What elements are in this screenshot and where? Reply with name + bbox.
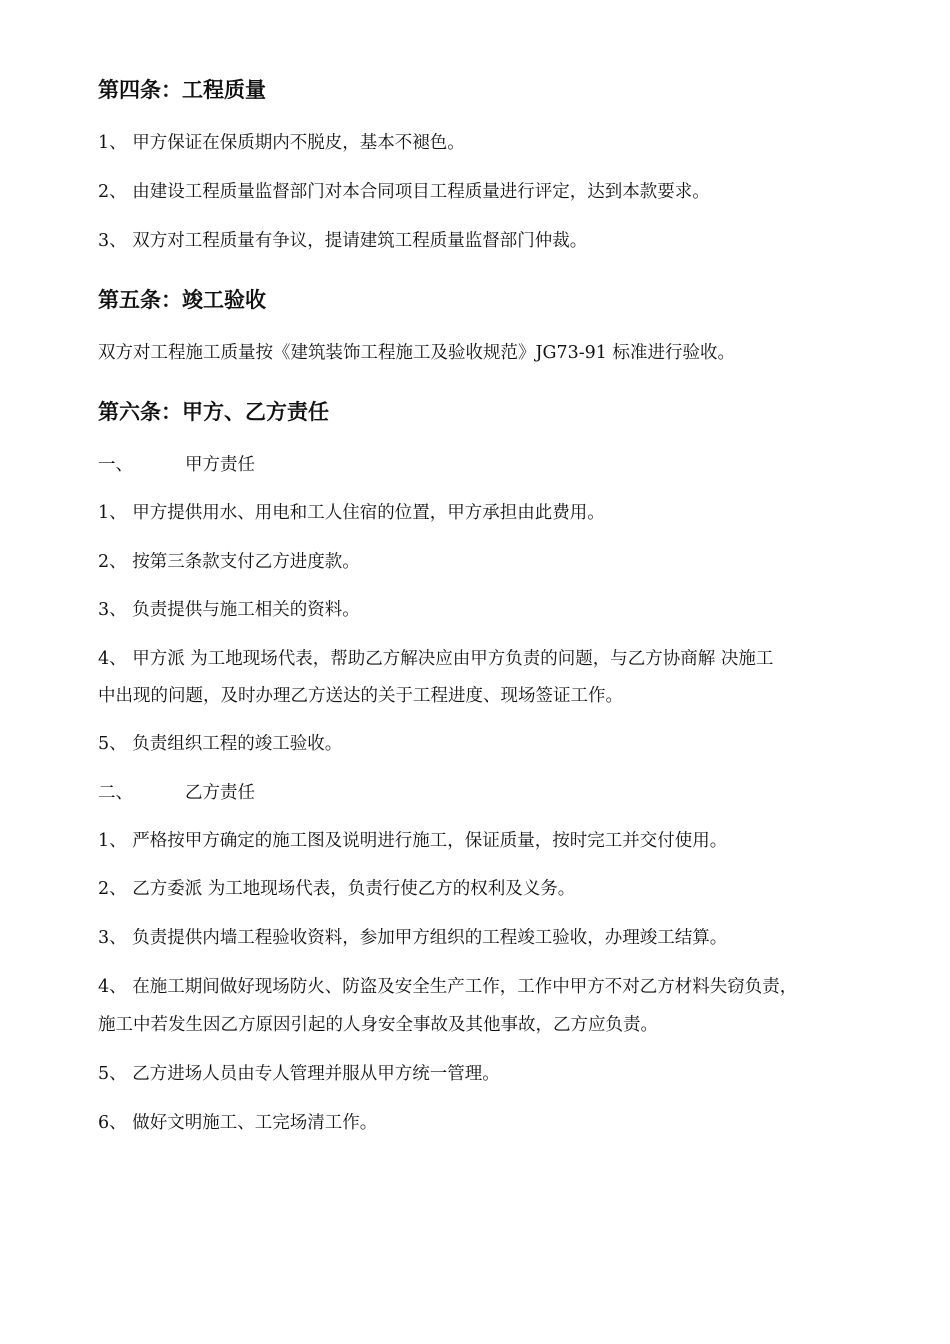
subsection-party-b [98, 781, 255, 805]
section-heading-responsibilities: 第六条：甲方、乙方责任 [98, 400, 329, 424]
subsection-marker: 一、 [98, 455, 133, 475]
party-b-item-3: 3、 负责提供内墙工程验收资料，参加甲方组织的工程竣工验收，办理竣工结算。 [98, 928, 728, 948]
party-b-item-2: 2、 乙方委派 为工地现场代表，负责行使乙方的权利及义务。 [98, 879, 576, 899]
subsection-title: 乙方责任 [185, 783, 255, 803]
party-a-item-4-cont: 中出现的问题，及时办理乙方送达的关于工程进度、现场签证工作。 [98, 686, 623, 706]
subsection-marker: 二、 [98, 783, 133, 803]
party-a-item-2: 2、 按第三条款支付乙方进度款。 [98, 552, 360, 572]
quality-item-1: 1、 甲方保证在保质期内不脱皮，基本不褪色。 [98, 133, 465, 153]
party-a-item-5: 5、 负责组织工程的竣工验收。 [98, 734, 343, 754]
party-a-item-3: 3、 负责提供与施工相关的资料。 [98, 600, 360, 620]
party-a-item-4: 4、 甲方派 为工地现场代表，帮助乙方解决应由甲方负责的问题，与乙方协商解 决施工 [98, 649, 774, 669]
party-b-item-1: 1、 严格按甲方确定的施工图及说明进行施工，保证质量，按时完工并交付使用。 [98, 831, 728, 851]
party-b-item-5: 5、 乙方进场人员由专人管理并服从甲方统一管理。 [98, 1064, 500, 1084]
party-b-item-6: 6、 做好文明施工、工完场清工作。 [98, 1113, 378, 1133]
party-a-item-1: 1、 甲方提供用水、用电和工人住宿的位置，甲方承担由此费用。 [98, 503, 605, 523]
section-heading-quality: 第四条：工程质量 [98, 78, 266, 102]
party-b-item-4-cont: 施工中若发生因乙方原因引起的人身安全事故及其他事故，乙方应负责。 [98, 1015, 658, 1035]
quality-item-3: 3、 双方对工程质量有争议，提请建筑工程质量监督部门仲裁。 [98, 231, 588, 251]
subsection-title: 甲方责任 [185, 455, 255, 475]
party-b-item-4: 4、 在施工期间做好现场防火、防盗及安全生产工作，工作中甲方不对乙方材料失窃负责， [98, 977, 798, 997]
section-heading-acceptance: 第五条：竣工验收 [98, 288, 266, 312]
quality-item-2: 2、 由建设工程质量监督部门对本合同项目工程质量进行评定，达到本款要求。 [98, 182, 710, 202]
acceptance-text: 双方对工程施工质量按《建筑装饰工程施工及验收规范》JG73-91 标准进行验收。 [98, 343, 736, 363]
subsection-party-a [98, 453, 255, 477]
